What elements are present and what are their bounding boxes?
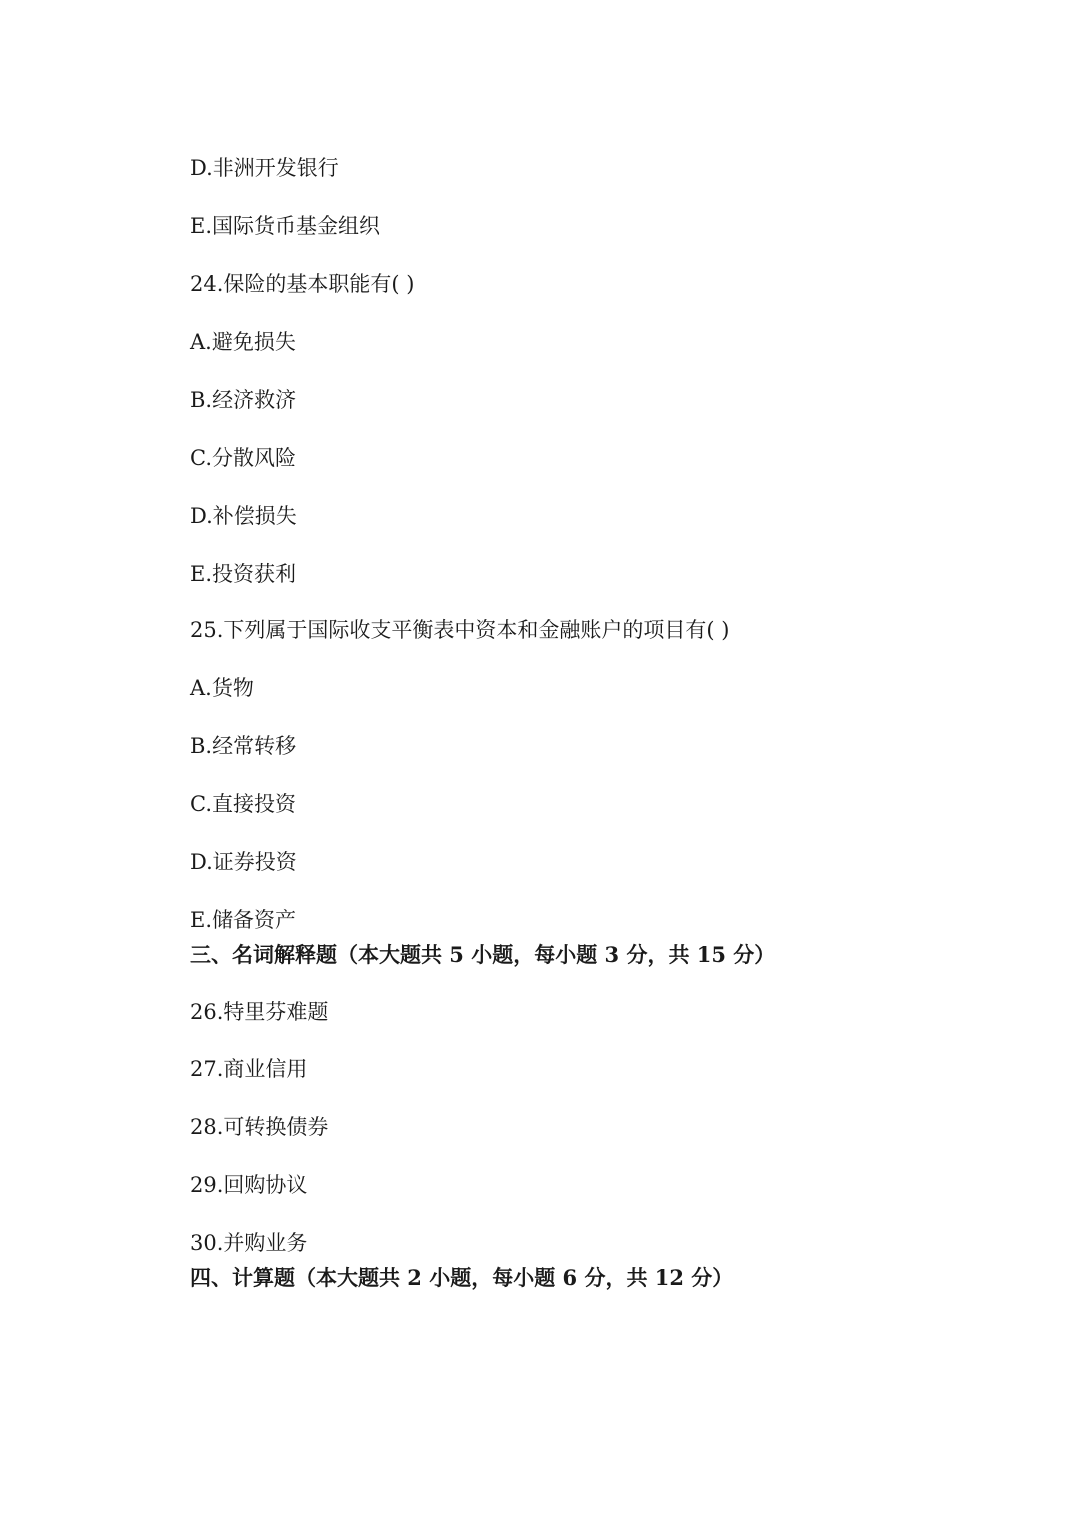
q25-option-c: C.直接投资 [190,792,296,816]
q25-option-b: B.经常转移 [190,734,297,758]
q24-option-a: A.避免损失 [190,330,296,354]
term-26: 26.特里芬难题 [190,1000,329,1024]
term-29: 29.回购协议 [190,1173,308,1197]
q24-option-d: D.补偿损失 [190,504,297,528]
q25-option-d: D.证券投资 [190,850,297,874]
q23-option-e: E.国际货币基金组织 [190,214,381,238]
q24-option-c: C.分散风险 [190,446,296,470]
q24-option-e: E.投资获利 [190,562,297,586]
section-3-heading: 三、名词解释题（本大题共 5 小题，每小题 3 分，共 15 分） [190,942,776,967]
q25-stem: 25.下列属于国际收支平衡表中资本和金融账户的项目有( ) [190,618,730,642]
term-27: 27.商业信用 [190,1057,308,1081]
q23-option-d: D.非洲开发银行 [190,156,339,180]
q24-option-b: B.经济救济 [190,388,297,412]
q25-option-a: A.货物 [190,676,254,700]
section-4-heading: 四、计算题（本大题共 2 小题，每小题 6 分，共 12 分） [190,1265,734,1290]
q24-stem: 24.保险的基本职能有( ) [190,272,415,296]
q25-option-e: E.储备资产 [190,908,297,932]
term-28: 28.可转换债券 [190,1115,329,1139]
term-30: 30.并购业务 [190,1231,308,1255]
